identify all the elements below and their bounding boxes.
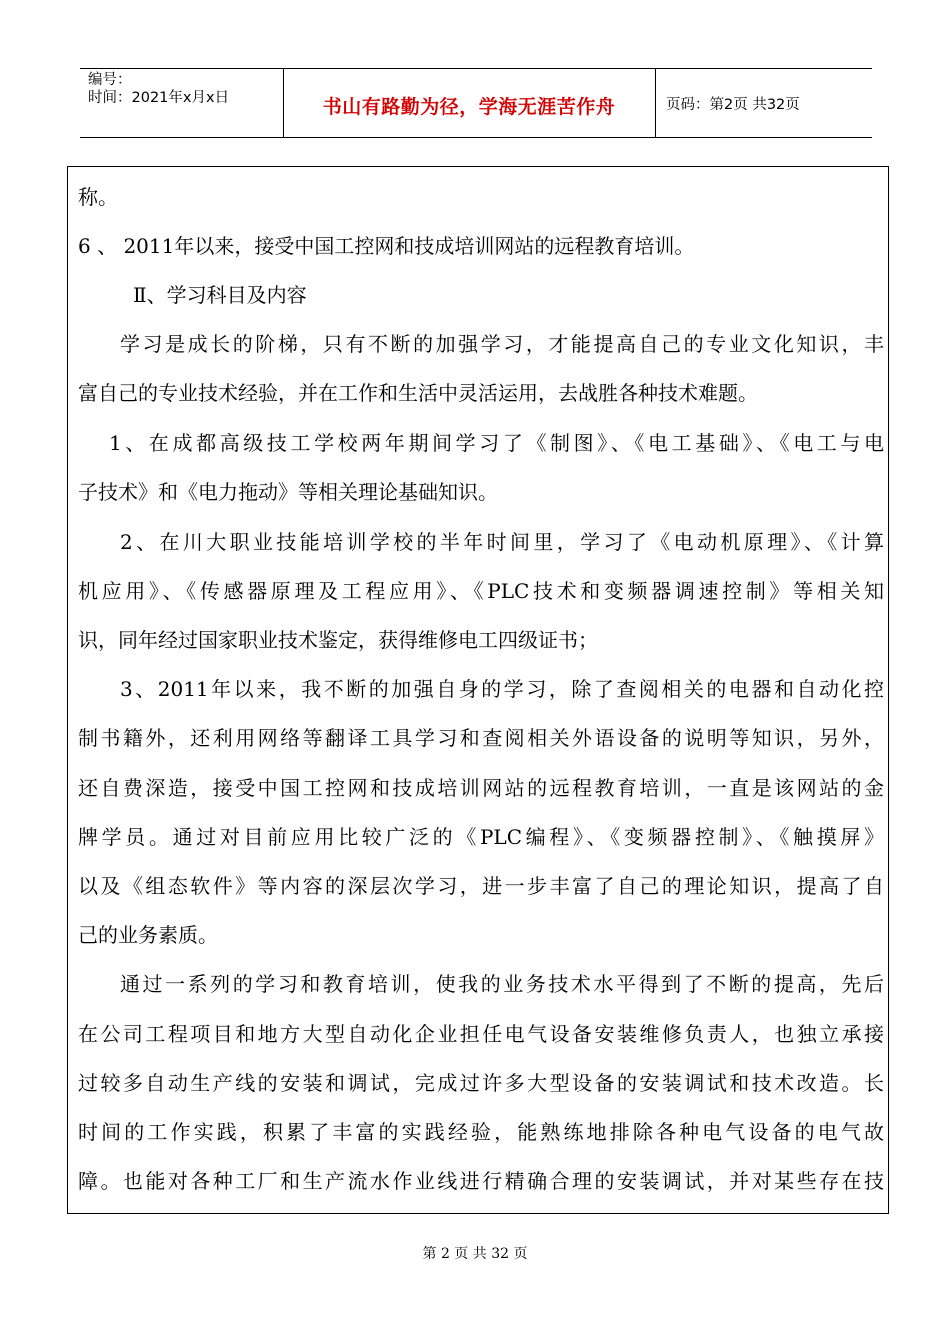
body-line: 以及《组态软件》等内容的深层次学习，进一步丰富了自己的理论知识，提高了自 (78, 874, 884, 898)
body-line: 制书籍外，还利用网络等翻译工具学习和查阅相关外语设备的说明等知识，另外， (78, 726, 884, 750)
body-line: 过较多自动生产线的安装和调试，完成过许多大型设备的安装调试和技术改造。长 (78, 1071, 884, 1095)
body-line: 障。也能对各种工厂和生产流水作业线进行精确合理的安装调试，并对某些存在技 (78, 1169, 884, 1193)
header-meta-cell (80, 69, 284, 137)
document-date-label: 时间：2021年x月x日 (88, 90, 230, 106)
document-number-label: 编号： (88, 72, 132, 88)
body-line: 学习是成长的阶梯，只有不断的加强学习，才能提高自己的专业文化知识，丰 (120, 332, 884, 356)
body-line: 称。 (78, 185, 118, 209)
body-line: 牌学员。通过对目前应用比较广泛的《PLC编程》、《变频器控制》、《触摸屏》 (78, 825, 884, 849)
section-heading: Ⅱ、学习科目及内容 (133, 283, 307, 307)
body-line: 在公司工程项目和地方大型自动化企业担任电气设备安装维修负责人，也独立承接 (78, 1022, 884, 1046)
body-line: 富自己的专业技术经验，并在工作和生活中灵活运用，去战胜各种技术难题。 (78, 381, 758, 405)
page-footer: 第 2 页 共 32 页 (422, 1246, 528, 1262)
body-line: 1、在成都高级技工学校两年期间学习了《制图》、《电工基础》、《电工与电 (109, 431, 884, 455)
body-line: 6 、 2011年以来，接受中国工控网和技成培训网站的远程教育培训。 (78, 234, 695, 258)
body-line: 还自费深造，接受中国工控网和技成培训网站的远程教育培训，一直是该网站的金 (78, 776, 884, 800)
body-line: 2、在川大职业技能培训学校的半年时间里，学习了《电动机原理》、《计算 (120, 530, 884, 554)
body-line: 3、2011年以来，我不断的加强自身的学习，除了查阅相关的电器和自动化控 (120, 677, 884, 701)
body-line: 子技术》和《电力拖动》等相关理论基础知识。 (78, 480, 498, 504)
header-page-indicator: 页码：第2页 共32页 (666, 97, 800, 113)
header-motto: 书山有路勤为径，学海无涯苦作舟 (322, 96, 616, 118)
body-line: 通过一系列的学习和教育培训，使我的业务技术水平得到了不断的提高，先后 (120, 972, 884, 996)
body-line: 时间的工作实践，积累了丰富的实践经验，能熟练地排除各种电气设备的电气故 (78, 1120, 884, 1144)
header-motto-cell (283, 69, 656, 137)
body-line: 识，同年经过国家职业技术鉴定，获得维修电工四级证书； (78, 628, 598, 652)
document-header (80, 68, 872, 138)
body-line: 己的业务素质。 (78, 923, 218, 947)
body-line: 机应用》、《传感器原理及工程应用》、《PLC技术和变频器调速控制》等相关知 (78, 579, 884, 603)
header-page-cell (656, 69, 872, 137)
